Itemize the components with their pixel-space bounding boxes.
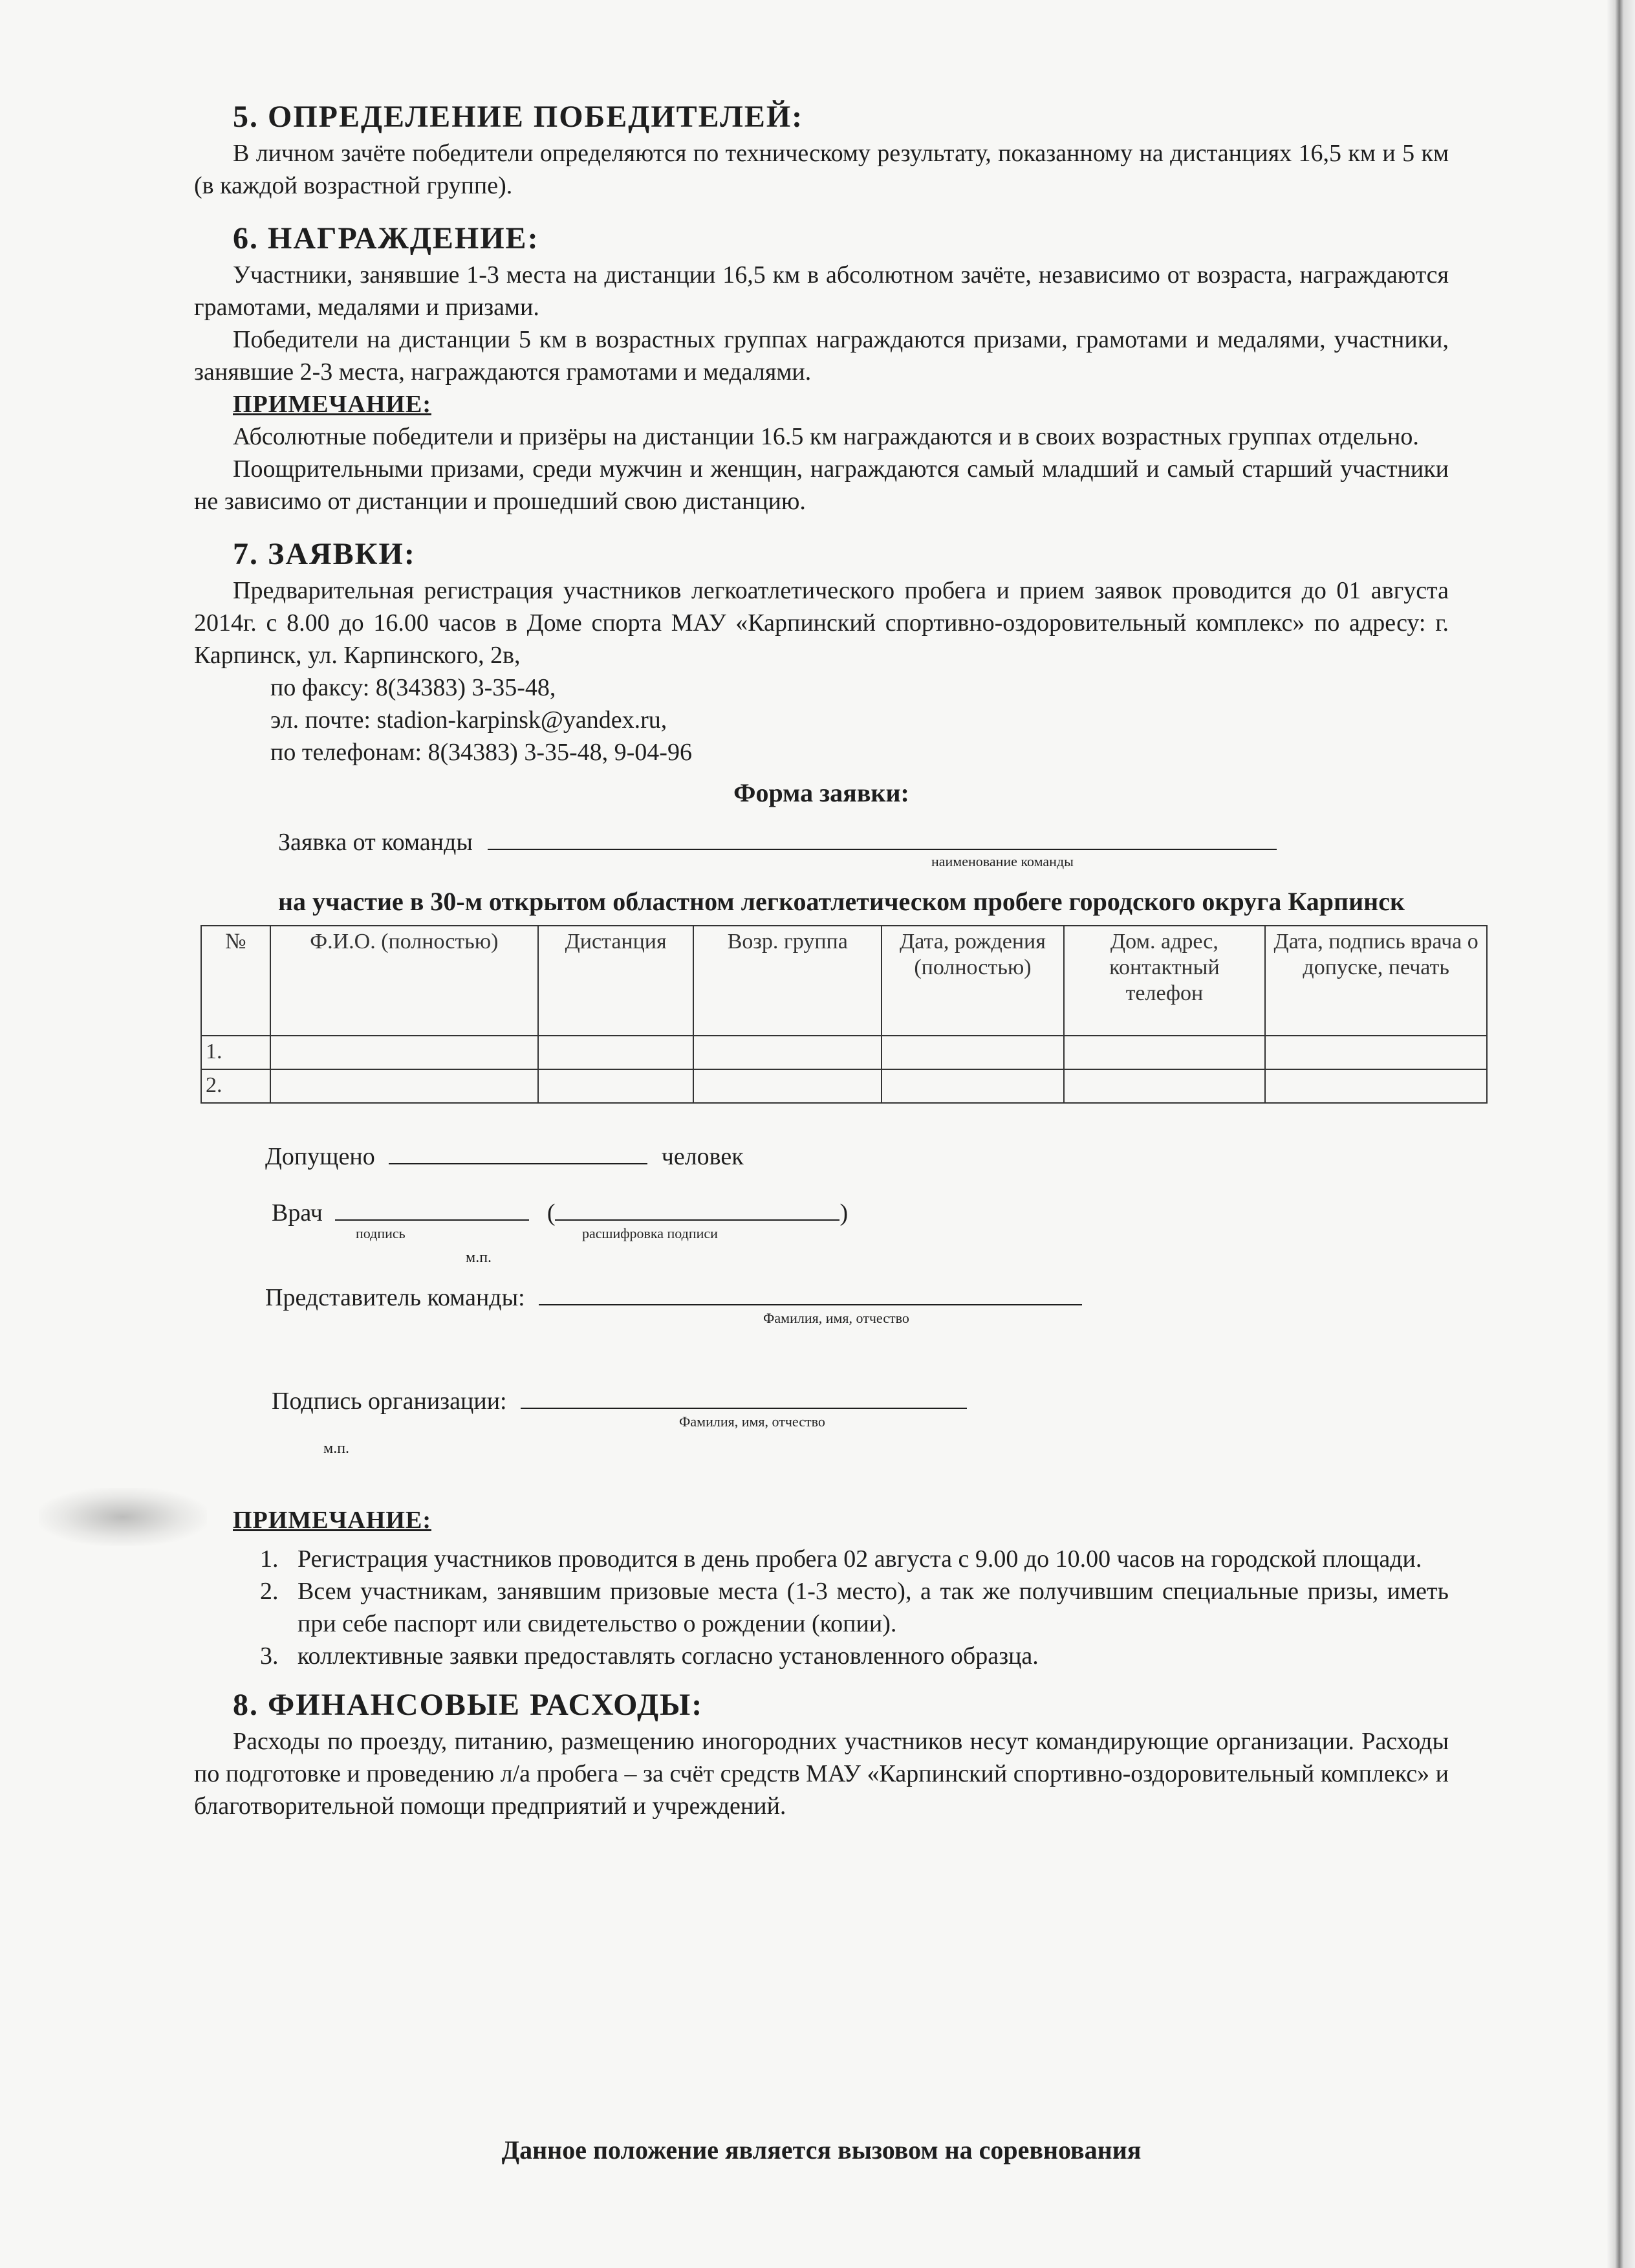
section-5-text: В личном зачёте победители определяются по техническому результату, показанному на дистанциях 16,5 км и 5 км (в каждой возрастной группе). <box>194 140 1449 199</box>
table-cell[interactable] <box>693 1036 882 1069</box>
table-row <box>201 1069 1487 1103</box>
table-cell[interactable] <box>1064 1069 1266 1103</box>
table-cell[interactable] <box>1064 1036 1266 1069</box>
team-name-hint: наименование команды <box>931 853 1074 869</box>
list-item: 1. Регистрация участников проводится в день пробега 02 августа с 9.00 до 10.00 часов на городской площади. <box>285 1543 1449 1575</box>
col-birth-date: Дата, рождения (полностью) <box>882 926 1063 1036</box>
table-row <box>201 1036 1487 1069</box>
notes-list <box>194 1543 1449 1672</box>
doctor-label: Врач <box>272 1199 323 1227</box>
table-cell[interactable] <box>693 1069 882 1103</box>
team-label: Заявка от команды <box>278 829 473 856</box>
row-number: 2. <box>201 1069 270 1103</box>
list-item: 2. Всем участникам, занявшим призовые места (1-3 место), а так же получившим специальные призы, иметь при себе паспорт или свидетельство о рождении (копии). <box>285 1575 1449 1640</box>
doctor-row <box>272 1196 1449 1241</box>
representative-label: Представитель команды: <box>265 1284 525 1311</box>
admitted-suffix: человек <box>661 1143 744 1170</box>
representative-line[interactable] <box>539 1281 1082 1305</box>
organization-signature-line[interactable] <box>521 1384 967 1409</box>
table-header-row <box>201 926 1487 1036</box>
contact-email: эл. почте: stadion-karpinsk@yandex.ru, <box>270 706 667 734</box>
doctor-decode-line[interactable] <box>555 1196 839 1221</box>
signature-hint: подпись <box>356 1225 406 1241</box>
row-number: 1. <box>201 1036 270 1069</box>
representative-row <box>265 1281 1449 1326</box>
stamp-mark-1: м.п. <box>466 1249 492 1266</box>
organization-label: Подпись организации: <box>272 1388 507 1415</box>
section-6-heading: 6. НАГРАЖДЕНИЕ: <box>233 221 539 256</box>
section-6-text-2: Победители на дистанции 5 км в возрастных группах награждаются призами, грамотами и медалями, участники, занявшие 2-3 места, награждаются грамотами и медалями. <box>194 326 1449 386</box>
team-row <box>278 825 1449 869</box>
decode-hint: расшифровка подписи <box>582 1225 718 1241</box>
table-cell[interactable] <box>270 1036 538 1069</box>
table-cell[interactable] <box>1265 1069 1487 1103</box>
scan-smudge <box>39 1488 207 1546</box>
col-address-phone: Дом. адрес, контактный телефон <box>1064 926 1266 1036</box>
col-age-group: Возр. группа <box>693 926 882 1036</box>
table-cell[interactable] <box>882 1036 1063 1069</box>
organization-row <box>272 1384 1449 1430</box>
representative-hint: Фамилия, имя, отчество <box>763 1310 909 1326</box>
col-fio: Ф.И.О. (полностью) <box>270 926 538 1036</box>
section-6-note-title: ПРИМЕЧАНИЕ: <box>233 391 431 418</box>
section-5-heading: 5. ОПРЕДЕЛЕНИЕ ПОБЕДИТЕЛЕЙ: <box>233 100 804 134</box>
admitted-count-line[interactable] <box>389 1140 647 1164</box>
section-6-note-2: Поощрительными призами, среди мужчин и женщин, награждаются самый младший и самый старший участники не зависимо от дистанции и прошедший свою дистанцию. <box>194 455 1449 515</box>
list-item: 3. коллективные заявки предоставлять согласно установленного образца. <box>285 1640 1449 1672</box>
section-6-note-1: Абсолютные победители и призёры на дистанции 16.5 км награждаются и в своих возрастных группах отдельно. <box>233 423 1419 450</box>
admitted-row <box>265 1140 1449 1173</box>
form-title: Форма заявки: <box>733 778 909 807</box>
close-paren: ) <box>839 1199 849 1227</box>
col-distance: Дистанция <box>538 926 693 1036</box>
section-7-text: Предварительная регистрация участников легкоатлетического пробега и прием заявок проводится до 01 августа 2014г. с 8.00 до 16.00 часов в Доме спорта МАУ «Карпинский спортивно-оздоровительный комплекс» по адресу: г. Карпинск, ул. Карпинского, 2в, <box>194 577 1449 669</box>
scan-edge-shadow <box>1607 0 1635 2268</box>
section-8-text: Расходы по проезду, питанию, размещению иногородних участников несут командирующие организации. Расходы по подготовке и проведению л/а пробега – за счёт средств МАУ «Карпинский спортивно-оздоровительный комплекс» и благотворительной помощи предприятий и учреждений. <box>194 1728 1449 1820</box>
application-table <box>200 925 1488 1104</box>
document-page <box>194 97 1478 2164</box>
team-name-line[interactable] <box>488 825 1277 850</box>
open-paren: ( <box>547 1199 556 1227</box>
section-6-text-1: Участники, занявшие 1-3 места на дистанции 16,5 км в абсолютном зачёте, независимо от возраста, награждаются грамотами, медалями и призами. <box>194 261 1449 321</box>
participation-text: на участие в 30-м открытом областном легкоатлетическом пробеге городского округа Карпинск <box>278 887 1405 916</box>
contact-fax: по факсу: 8(34383) 3-35-48, <box>270 674 556 701</box>
contact-phones: по телефонам: 8(34383) 3-35-48, 9-04-96 <box>270 739 692 766</box>
footer-statement: Данное положение является вызовом на соревнования <box>501 2135 1142 2164</box>
table-cell[interactable] <box>1265 1036 1487 1069</box>
table-cell[interactable] <box>538 1069 693 1103</box>
table-cell[interactable] <box>538 1036 693 1069</box>
section-8-heading: 8. ФИНАНСОВЫЕ РАСХОДЫ: <box>233 1688 704 1722</box>
table-cell[interactable] <box>882 1069 1063 1103</box>
col-doctor-sign: Дата, подпись врача о допуске, печать <box>1265 926 1487 1036</box>
doctor-signature-line[interactable] <box>335 1196 529 1221</box>
notes-title: ПРИМЕЧАНИЕ: <box>233 1507 431 1534</box>
section-7-heading: 7. ЗАЯВКИ: <box>233 537 416 571</box>
col-number: № <box>201 926 270 1036</box>
organization-hint: Фамилия, имя, отчество <box>679 1413 825 1430</box>
stamp-mark-2: м.п. <box>323 1440 350 1457</box>
table-cell[interactable] <box>270 1069 538 1103</box>
admitted-label: Допущено <box>265 1143 375 1170</box>
